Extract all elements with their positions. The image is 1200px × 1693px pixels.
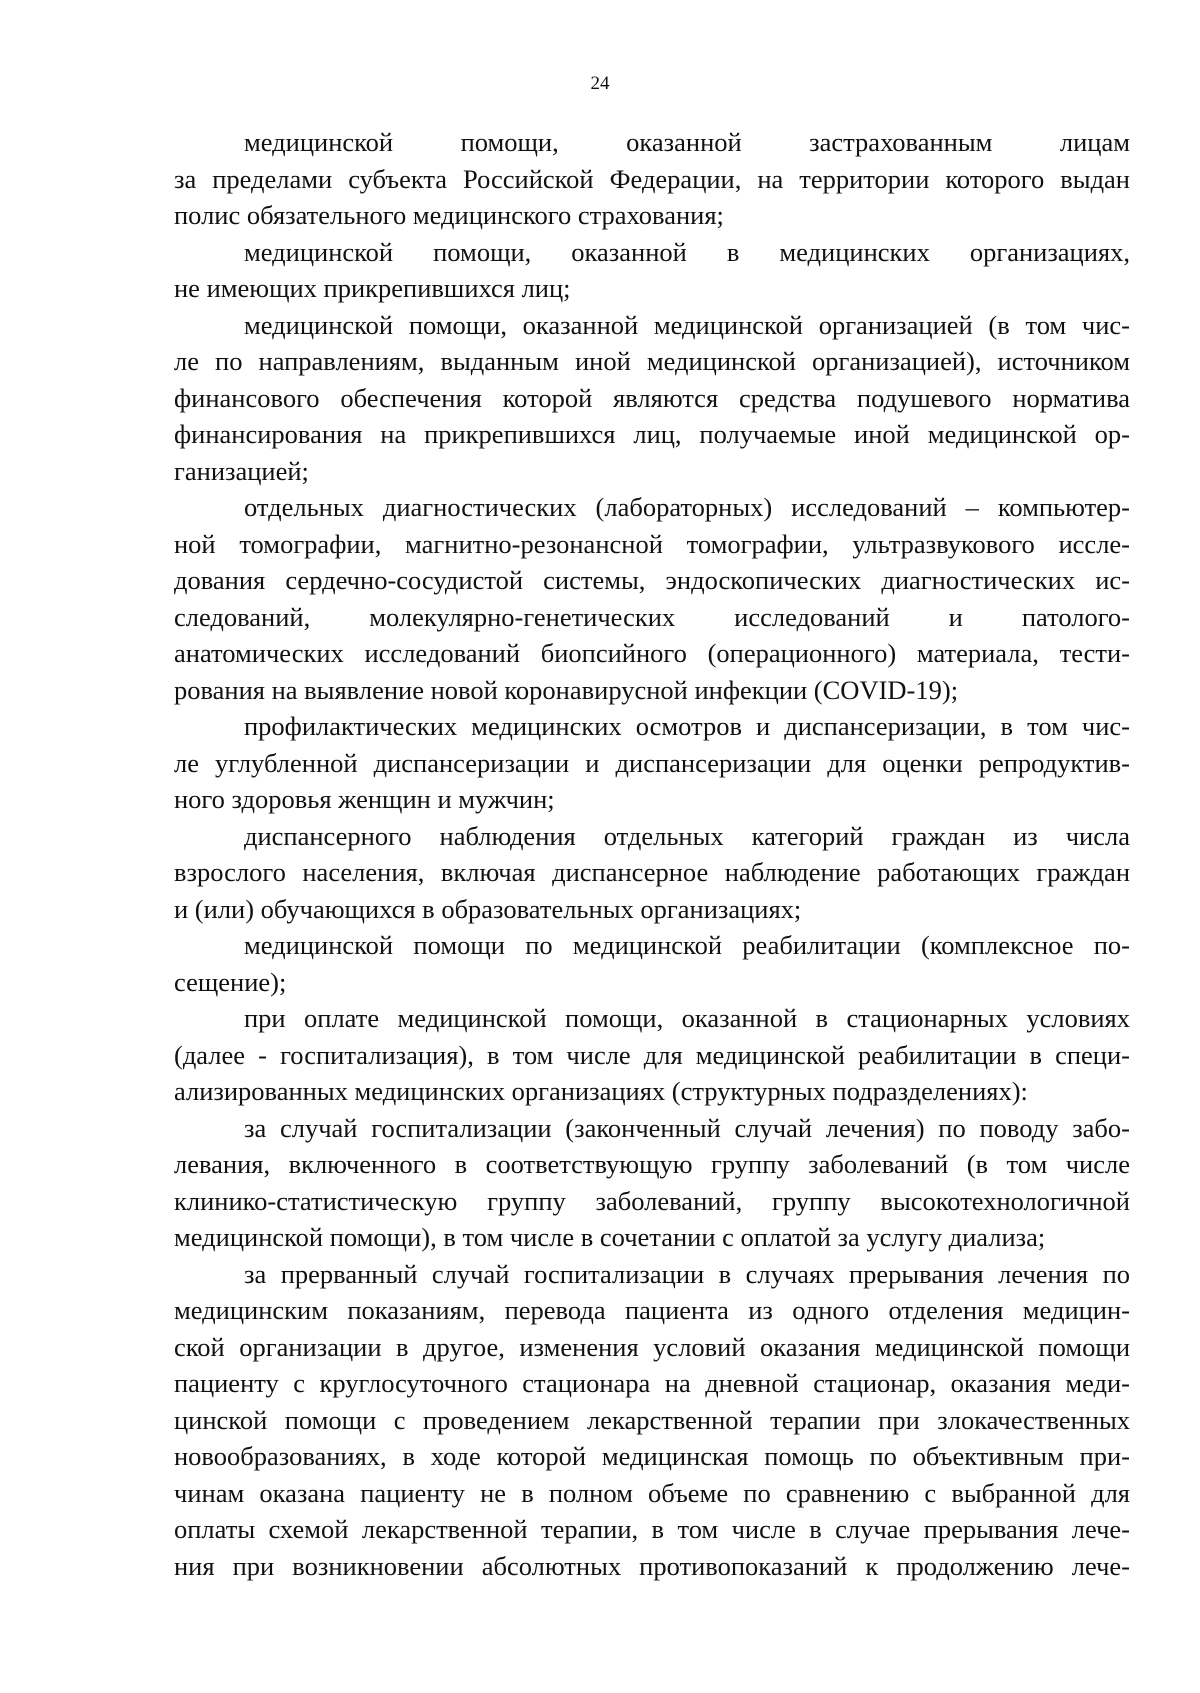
- text-line: ния при возникновении абсолютных противопоказаний к продолжению лече-: [174, 1550, 1130, 1581]
- text-line: рования на выявление новой коронавирусной инфекции (COVID-19);: [174, 674, 959, 705]
- text-line: медицинским показаниям, перевода пациента из одного отделения медицин-: [174, 1295, 1130, 1325]
- text-line: дования сердечно-сосудистой системы, эндоскопических диагностических ис-: [174, 565, 1130, 595]
- body-text: [174, 124, 1130, 1584]
- text-line: новообразованиях, в ходе которой медицинская помощь по объективным при-: [174, 1441, 1130, 1471]
- text-line: не имеющих прикрепившихся лиц;: [174, 273, 571, 303]
- text-line: медицинской помощи), в том числе в сочетании с оплатой за услугу диализа;: [174, 1222, 1046, 1252]
- text-line: оплаты схемой лекарственной терапии, в том числе в случае прерывания лече-: [174, 1514, 1130, 1544]
- text-line: медицинской помощи, оказанной медицинской организацией (в том чис-: [244, 309, 1130, 340]
- text-line: полис обязательного медицинского страхования;: [174, 200, 724, 230]
- text-line: (далее - госпитализация), в том числе для медицинской реабилитации в специ-: [174, 1039, 1130, 1070]
- text-line: взрослого населения, включая диспансерное наблюдение работающих граждан: [174, 857, 1130, 887]
- text-line: медицинской помощи, оказанной в медицинских организациях,: [244, 236, 1130, 267]
- text-line: клинико-статистическую группу заболеваний, группу высокотехнологичной: [174, 1185, 1130, 1216]
- text-line: за случай госпитализации (законченный случай лечения) по поводу забо-: [244, 1112, 1130, 1143]
- text-line: ной томографии, магнитно-резонансной томографии, ультразвукового иссле-: [174, 528, 1130, 559]
- text-line: ской организации в другое, изменения условий оказания медицинской помощи: [174, 1331, 1130, 1362]
- text-line: профилактических медицинских осмотров и диспансеризации, в том чис-: [244, 711, 1130, 741]
- text-line: диспансерного наблюдения отдельных категорий граждан из числа: [244, 820, 1130, 851]
- page-number: 24: [590, 73, 610, 94]
- text-line: чинам оказана пациенту не в полном объеме по сравнению с выбранной для: [174, 1477, 1130, 1508]
- text-line: ганизацией;: [174, 455, 309, 486]
- text-line: следований, молекулярно-генетических исследований и патолого-: [174, 601, 1130, 632]
- text-line: при оплате медицинской помощи, оказанной в стационарных условиях: [244, 1003, 1130, 1033]
- text-line: финансирования на прикрепившихся лиц, получаемые иной медицинской ор-: [174, 419, 1130, 449]
- text-line: цинской помощи с проведением лекарственной терапии при злокачественных: [174, 1404, 1130, 1435]
- text-line: за прерванный случай госпитализации в случаях прерывания лечения по: [244, 1258, 1130, 1289]
- text-line: медицинской помощи по медицинской реабилитации (комплексное по-: [244, 930, 1130, 960]
- text-line: и (или) обучающихся в образовательных организациях;: [174, 893, 802, 924]
- text-line: пациенту с круглосуточного стационара на дневной стационар, оказания меди-: [174, 1368, 1130, 1398]
- text-line: левания, включенного в соответствующую группу заболеваний (в том числе: [174, 1149, 1130, 1179]
- text-line: медицинской помощи, оказанной застрахованным лицам: [244, 127, 1130, 157]
- text-line: ного здоровья женщин и мужчин;: [174, 784, 555, 814]
- text-line: за пределами субъекта Российской Федерации, на территории которого выдан: [174, 163, 1130, 194]
- text-line: ле углубленной диспансеризации и диспансеризации для оценки репродуктив-: [174, 747, 1130, 778]
- text-line: ализированных медицинских организациях (структурных подразделениях):: [174, 1076, 1028, 1106]
- text-line: финансового обеспечения которой являются средства подушевого норматива: [174, 382, 1130, 413]
- text-line: анатомических исследований биопсийного (операционного) материала, тести-: [174, 638, 1130, 668]
- text-line: ле по направлениям, выданным иной медицинской организацией), источником: [174, 346, 1130, 376]
- text-line: отдельных диагностических (лабораторных) исследований – компьютер-: [244, 492, 1130, 522]
- text-line: сещение);: [174, 966, 287, 997]
